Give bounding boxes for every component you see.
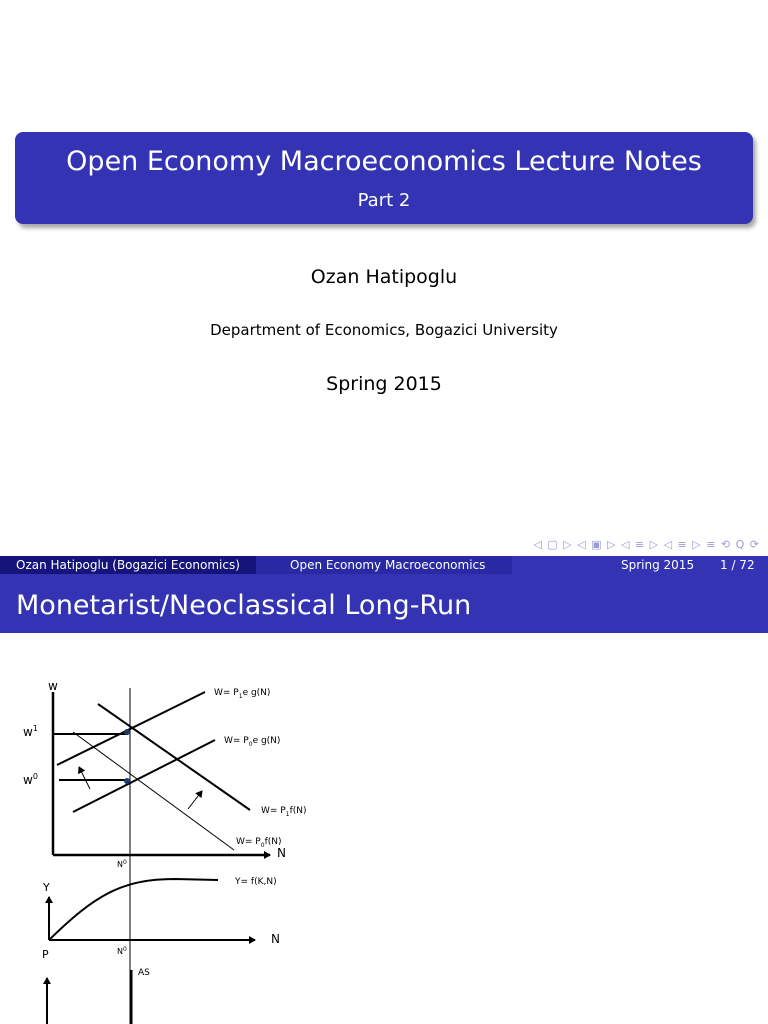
w-axis-label: w	[48, 679, 58, 693]
supply-shift-arrow	[79, 767, 90, 789]
slide2-header	[0, 574, 768, 633]
n-axis-label-mid: N	[271, 932, 280, 946]
demand-curve-p0	[73, 732, 234, 850]
footer-author: Ozan Hatipoglu (Bogazici Economics)	[0, 556, 256, 574]
production-function-curve	[49, 879, 218, 940]
n0-label-bottom: $N^0$	[117, 946, 127, 956]
w1-label: $w^1$	[23, 724, 38, 739]
demand-curve-p0-label: $W= P_0f(N)$	[236, 837, 282, 849]
slide2-title: Monetarist/Neoclassical Long-Run	[16, 590, 472, 621]
slide-footer	[0, 556, 768, 574]
p-axis-label: P	[42, 948, 49, 961]
equilibrium-point-1	[124, 729, 130, 735]
demand-curve-p1	[98, 704, 250, 810]
as-label: AS	[138, 968, 150, 978]
n0-label-top: $N^0$	[117, 859, 127, 869]
author-name: Ozan Hatipoglu	[310, 266, 458, 288]
w0-label: $w^0$	[23, 772, 38, 787]
presentation-title: Open Economy Macroeconomics Lecture Notes	[66, 146, 702, 177]
title-box	[15, 132, 753, 224]
labor-market-diagram	[0, 633, 768, 1024]
supply-curve-p1-label: $W= P_1e$ g(N)	[214, 688, 271, 700]
footer-short-title: Open Economy Macroeconomics	[256, 556, 512, 574]
department: Department of Economics, Bogazici University	[210, 321, 558, 339]
equilibrium-point-0	[124, 778, 130, 784]
beamer-navigation-icons[interactable]: ◁ ▢ ▷ ◁ ▣ ▷ ◁ ≡ ▷ ◁ ≡ ▷ ≡ ⟲ Q ⟳	[533, 538, 760, 551]
presentation-date: Spring 2015	[326, 373, 442, 395]
supply-curve-p0-label: $W= P_0e$ g(N)	[224, 736, 281, 748]
footer-date: Spring 2015	[621, 558, 695, 572]
presentation-subtitle: Part 2	[357, 190, 411, 211]
demand-curve-p1-label: $W= P_1f(N)$	[261, 806, 307, 818]
supply-curve-p1	[57, 692, 205, 765]
production-function-label: Y= f(K,N)	[235, 877, 277, 887]
footer-right	[512, 556, 768, 574]
footer-page-number: 1 / 72	[720, 558, 755, 572]
y-axis-label: Y	[43, 881, 50, 894]
demand-shift-arrow	[188, 791, 202, 809]
n-axis-label-top: N	[277, 846, 286, 860]
